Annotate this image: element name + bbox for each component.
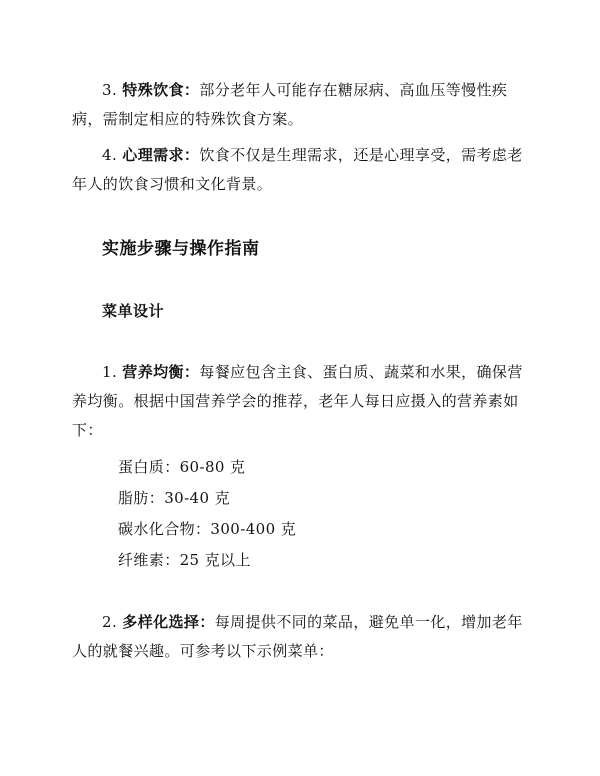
item-label: 特殊饮食: [122, 81, 184, 99]
item-separator: ：: [183, 81, 200, 99]
subsection-heading: 菜单设计: [102, 302, 165, 320]
nutrient-fiber: 纤维素：25 克以上: [118, 551, 251, 569]
item-number: 4.: [102, 146, 118, 164]
item-text: 部分老年人可能存在糖尿病、高血压等慢性疾病，需制定相应的特殊饮食方案。: [72, 81, 508, 128]
item-separator: ：: [183, 146, 200, 164]
step-number: 1.: [102, 363, 118, 381]
step-separator: ：: [199, 613, 215, 631]
step-balanced-nutrition: [72, 358, 534, 445]
nutrient-protein: 蛋白质：60-80 克: [118, 458, 246, 476]
item-label: 心理需求: [122, 146, 184, 164]
step-number: 2.: [102, 613, 118, 631]
step-label: 多样化选择: [122, 613, 200, 631]
nutrient-carbohydrate: 碳水化合物：300-400 克: [118, 520, 297, 538]
item-text: 饮食不仅是生理需求，还是心理享受，需考虑老年人的饮食习惯和文化背景。: [72, 146, 523, 193]
step-label: 营养均衡: [122, 363, 184, 381]
step-text: 每餐应包含主食、蛋白质、蔬菜和水果，确保营养均衡。根据中国营养学会的推荐，老年人每日应摄入的营养素如下：: [72, 363, 523, 439]
item-number: 3.: [102, 81, 118, 99]
section-heading: 实施步骤与操作指南: [102, 239, 260, 259]
list-item-special-diet: [72, 76, 534, 134]
step-diverse-choices: [72, 608, 534, 666]
step-separator: ：: [183, 363, 200, 381]
step-text: 每周提供不同的菜品，避免单一化，增加老年人的就餐兴趣。可参考以下示例菜单：: [72, 613, 523, 660]
nutrient-fat: 脂肪：30-40 克: [118, 489, 231, 507]
list-item-psychological-needs: [72, 141, 534, 199]
